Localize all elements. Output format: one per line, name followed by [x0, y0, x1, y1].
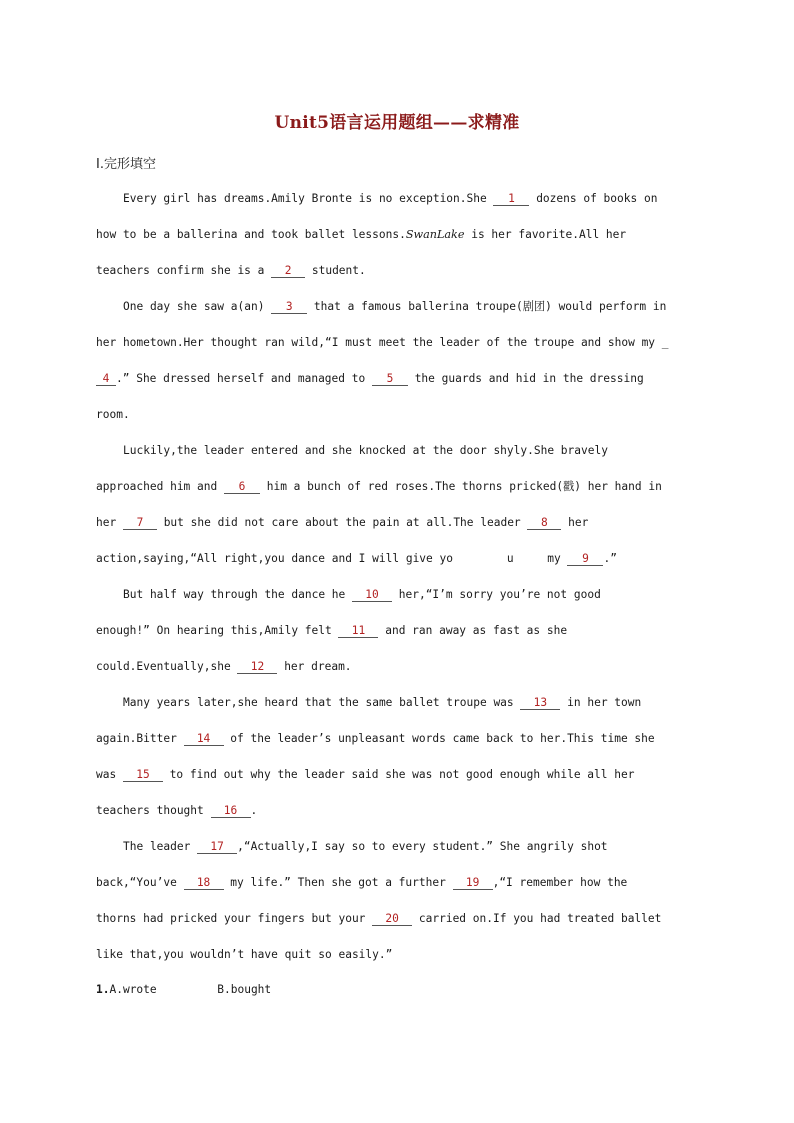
question-number: 1.	[96, 983, 110, 996]
blank-6[interactable]: 6	[224, 480, 260, 494]
blank-8[interactable]: 8	[527, 516, 561, 530]
page-title: Unit5语言运用题组——求精准	[274, 113, 520, 133]
blank-9[interactable]: 9	[567, 552, 603, 566]
blank-4[interactable]: 4	[96, 372, 116, 386]
text-line: thorns had pricked your fingers but your 20 carried on.If you had treated ballet	[96, 912, 662, 925]
text-line: One day she saw a(an) 3 that a famous ballerina troupe(剧团) would perform in	[123, 300, 667, 313]
blank-3[interactable]: 3	[271, 300, 307, 314]
text-line: 4 .” She dressed herself and managed to 5 the guards and hid in the dressing	[96, 371, 644, 387]
text-line: Every girl has dreams.Amily Bronte is no exception.She 1 dozens of books on	[123, 192, 658, 205]
option-a[interactable]: A.wrote	[109, 983, 157, 996]
blank-18[interactable]: 18	[184, 876, 224, 890]
blank-14[interactable]: 14	[184, 732, 224, 746]
text-line: her 7 but she did not care about the pain at all.The leader 8 her	[96, 516, 589, 529]
text-line: teachers confirm she is a 2 student.	[96, 264, 366, 277]
blank-11[interactable]: 11	[338, 624, 378, 638]
text-line: But half way through the dance he 10 her,“I’m sorry you’re not good	[123, 588, 601, 601]
question-1-options	[96, 983, 271, 996]
blank-2[interactable]: 2	[271, 264, 305, 278]
blank-19[interactable]: 19	[453, 876, 493, 890]
blank-1[interactable]: 1	[493, 192, 529, 206]
text-line: room.	[96, 408, 130, 421]
text-line: action,saying,“All right,you dance and I will give yo u my 9 .”	[96, 552, 617, 565]
text-line: how to be a ballerina and took ballet lessons.SwanLake is her favorite.All her	[96, 228, 627, 241]
blank-13[interactable]: 13	[520, 696, 560, 710]
text-line: back,“You’ve 18 my life.” Then she got a further 19 ,“I remember how the	[96, 876, 628, 889]
blank-16[interactable]: 16	[211, 804, 251, 818]
section-heading: Ⅰ.完形填空	[96, 157, 156, 172]
blank-12[interactable]: 12	[237, 660, 277, 674]
text-line: enough!” On hearing this,Amily felt 11 and ran away as fast as she	[96, 624, 568, 637]
italic-title: SwanLake	[405, 228, 465, 241]
blank-10[interactable]: 10	[352, 588, 392, 602]
blank-7[interactable]: 7	[123, 516, 157, 530]
text-line: approached him and 6 him a bunch of red roses.The thorns pricked(戳) her hand in	[96, 480, 662, 493]
blank-15[interactable]: 15	[123, 768, 163, 782]
text-line: The leader 17 ,“Actually,I say so to every student.” She angrily shot	[123, 840, 608, 853]
text-line: again.Bitter 14 of the leader’s unpleasant words came back to her.This time she	[96, 732, 655, 745]
blank-5[interactable]: 5	[372, 372, 408, 386]
blank-20[interactable]: 20	[372, 912, 412, 926]
text-line: could.Eventually,she 12 her dream.	[96, 660, 352, 673]
text-line: like that,you wouldn’t have quit so easily.”	[96, 948, 393, 961]
option-b[interactable]: B.bought	[217, 983, 272, 996]
text-line: was 15 to find out why the leader said she was not good enough while all her	[96, 768, 635, 781]
text-line: Luckily,the leader entered and she knocked at the door shyly.She bravely	[123, 444, 608, 457]
text-line: teachers thought 16 .	[96, 804, 258, 817]
text-line: her hometown.Her thought ran wild,“I must meet the leader of the troupe and show my _	[96, 336, 669, 349]
blank-17[interactable]: 17	[197, 840, 237, 854]
text-line: Many years later,she heard that the same ballet troupe was 13 in her town	[123, 696, 642, 709]
